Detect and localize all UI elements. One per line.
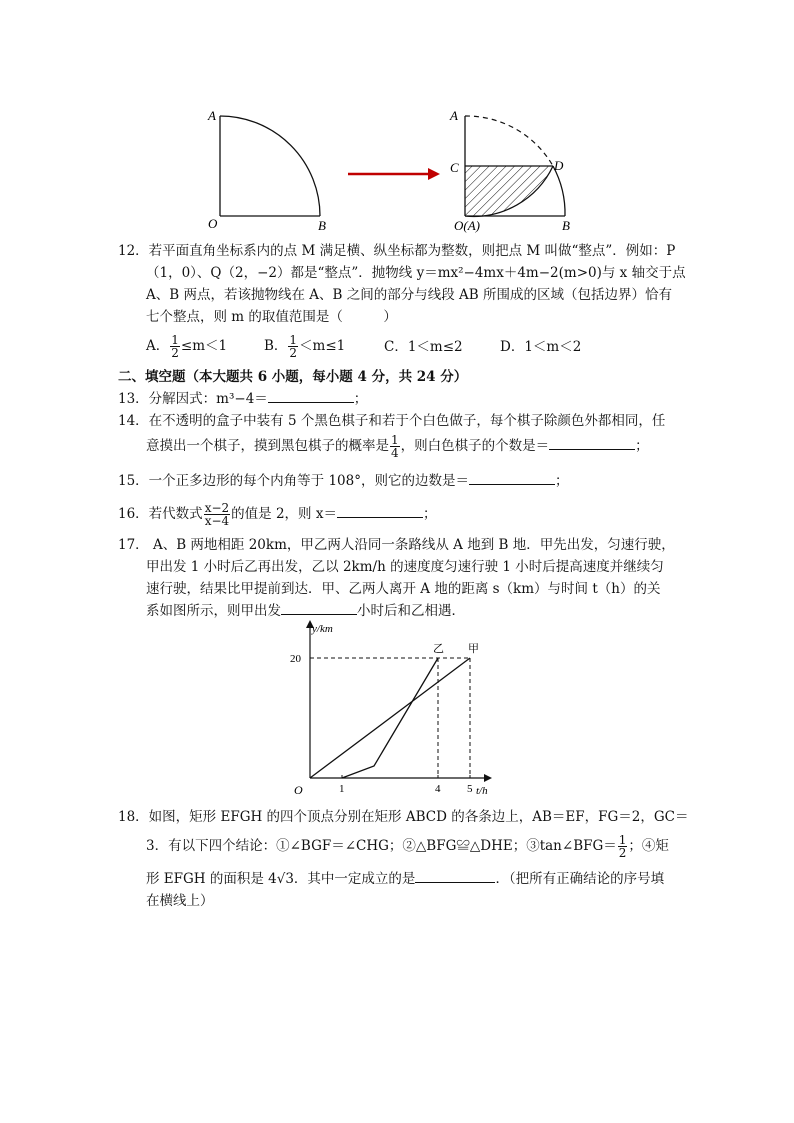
q18-line2: 3．有以下四个结论：①∠BGF＝∠CHG；②△BFG≌△DHE；③tan∠BFG＝ $\frac{1}{2}$ ；④矩: [146, 833, 669, 860]
x-tick-4: 4: [435, 783, 441, 795]
label-d-right: D: [554, 158, 564, 173]
q12-option-b: B． $\frac{1}{2}$ ＜m≤1: [264, 333, 346, 360]
red-arrow-icon: [348, 168, 440, 180]
label-b-right: B: [562, 218, 570, 233]
x-axis-label: t/h: [476, 785, 488, 797]
label-b-left: B: [318, 218, 326, 233]
q12-line3: A、B 两点，若该抛物线在 A、B 之间的部分与线段 AB 所围成的区域（包括边界）恰有: [146, 287, 672, 303]
x-tick-5: 5: [467, 783, 473, 795]
quarter-circle-figures: [190, 100, 610, 240]
q17-answer-blank[interactable]: [281, 600, 357, 615]
q13-answer-blank[interactable]: [268, 388, 354, 403]
x-tick-1: 1: [339, 783, 345, 795]
q17-line3: 速行驶，结果比甲提前到达．甲、乙两人离开 A 地的距离 s（km）与时间 t（h）的关: [146, 581, 661, 597]
q14-answer-blank[interactable]: [549, 435, 635, 450]
origin-label: O: [294, 783, 303, 797]
q14-line1: 14．在不透明的盒子中装有 5 个黑色棋子和若于个白色做子，每个棋子除颜色外都相同，任: [118, 413, 666, 429]
q15-answer-blank[interactable]: [469, 470, 555, 485]
series-label-yi: 乙: [433, 643, 444, 655]
q18-line4: 在横线上）: [146, 893, 214, 909]
label-o-left: O: [208, 216, 218, 231]
left-quarter-circle: [207, 108, 326, 233]
q17-line2: 甲出发 1 小时后乙再出发，乙以 2km/h 的速度度匀速行驶 1 小时后提高速度并继续匀: [146, 559, 664, 575]
q16-answer-blank[interactable]: [337, 503, 423, 518]
section-2-title: 二、填空题（本大题共 6 小题，每小题 4 分，共 24 分）: [118, 369, 468, 385]
q18-line3: 形 EFGH 的面积是 4√3．其中一定成立的是 ．（把所有正确结论的序号填: [146, 868, 664, 890]
label-a-right: A: [450, 108, 458, 123]
x-axis-arrow-icon: [484, 774, 492, 782]
label-c-right: C: [450, 160, 459, 175]
q17-line1: 17． A、B 两地相距 20km，甲乙两人沿同一条路线从 A 地到 B 地．甲先出发，匀速行驶，: [118, 537, 675, 553]
q12-option-d: D．1＜m＜2: [500, 339, 582, 355]
label-oa-right: O(A): [454, 218, 480, 233]
label-a-left: A: [208, 108, 216, 123]
q17-line4: 系如图所示，则甲出发 小时后和乙相遇．: [146, 600, 465, 622]
q12-option-a: A． $\frac{1}{2}$ ≤m＜1: [146, 333, 228, 360]
q12-line1: 12．若平面直角坐标系内的点 M 满足横、纵坐标都为整数，则把点 M 叫做“整点”．例如：P: [118, 243, 676, 259]
q12-option-c: C．1＜m≤2: [384, 339, 463, 355]
q18-line1: 18．如图，矩形 EFGH 的四个顶点分别在矩形 ABCD 的各条边上，AB＝EF，FG＝2，GC＝: [118, 809, 689, 825]
q16: 16．若代数式 $\frac{x-2}{x-4}$ 的值是 2，则 x＝ ；: [118, 501, 437, 528]
q15: 15．一个正多边形的每个内角等于 108°，则它的边数是＝ ；: [118, 470, 569, 492]
q12-line4: 七个整点，则 m 的取值范围是（ ）: [146, 309, 397, 325]
q12-line2: （1，0）、Q（2，−2）都是“整点”．抛物线 y＝mx²−4mx＋4m−2(m>0)与 x 轴交于点: [146, 265, 686, 281]
right-quarter-circle: [449, 108, 570, 233]
y-tick-20: 20: [290, 653, 301, 665]
q13: 13．分解因式：m³−4＝ ；: [118, 388, 367, 410]
q18-answer-blank[interactable]: [415, 868, 495, 883]
series-label-jia: 甲: [468, 643, 479, 655]
q14-line2: 意摸出一个棋子，摸到黑包棋子的概率是 $\frac{1}{4}$ ，则白色棋子的个数是＝ ；: [146, 433, 649, 460]
series-line-jia: [310, 658, 470, 778]
distance-time-graph: [280, 618, 500, 798]
y-axis-label: y/km: [312, 623, 333, 635]
